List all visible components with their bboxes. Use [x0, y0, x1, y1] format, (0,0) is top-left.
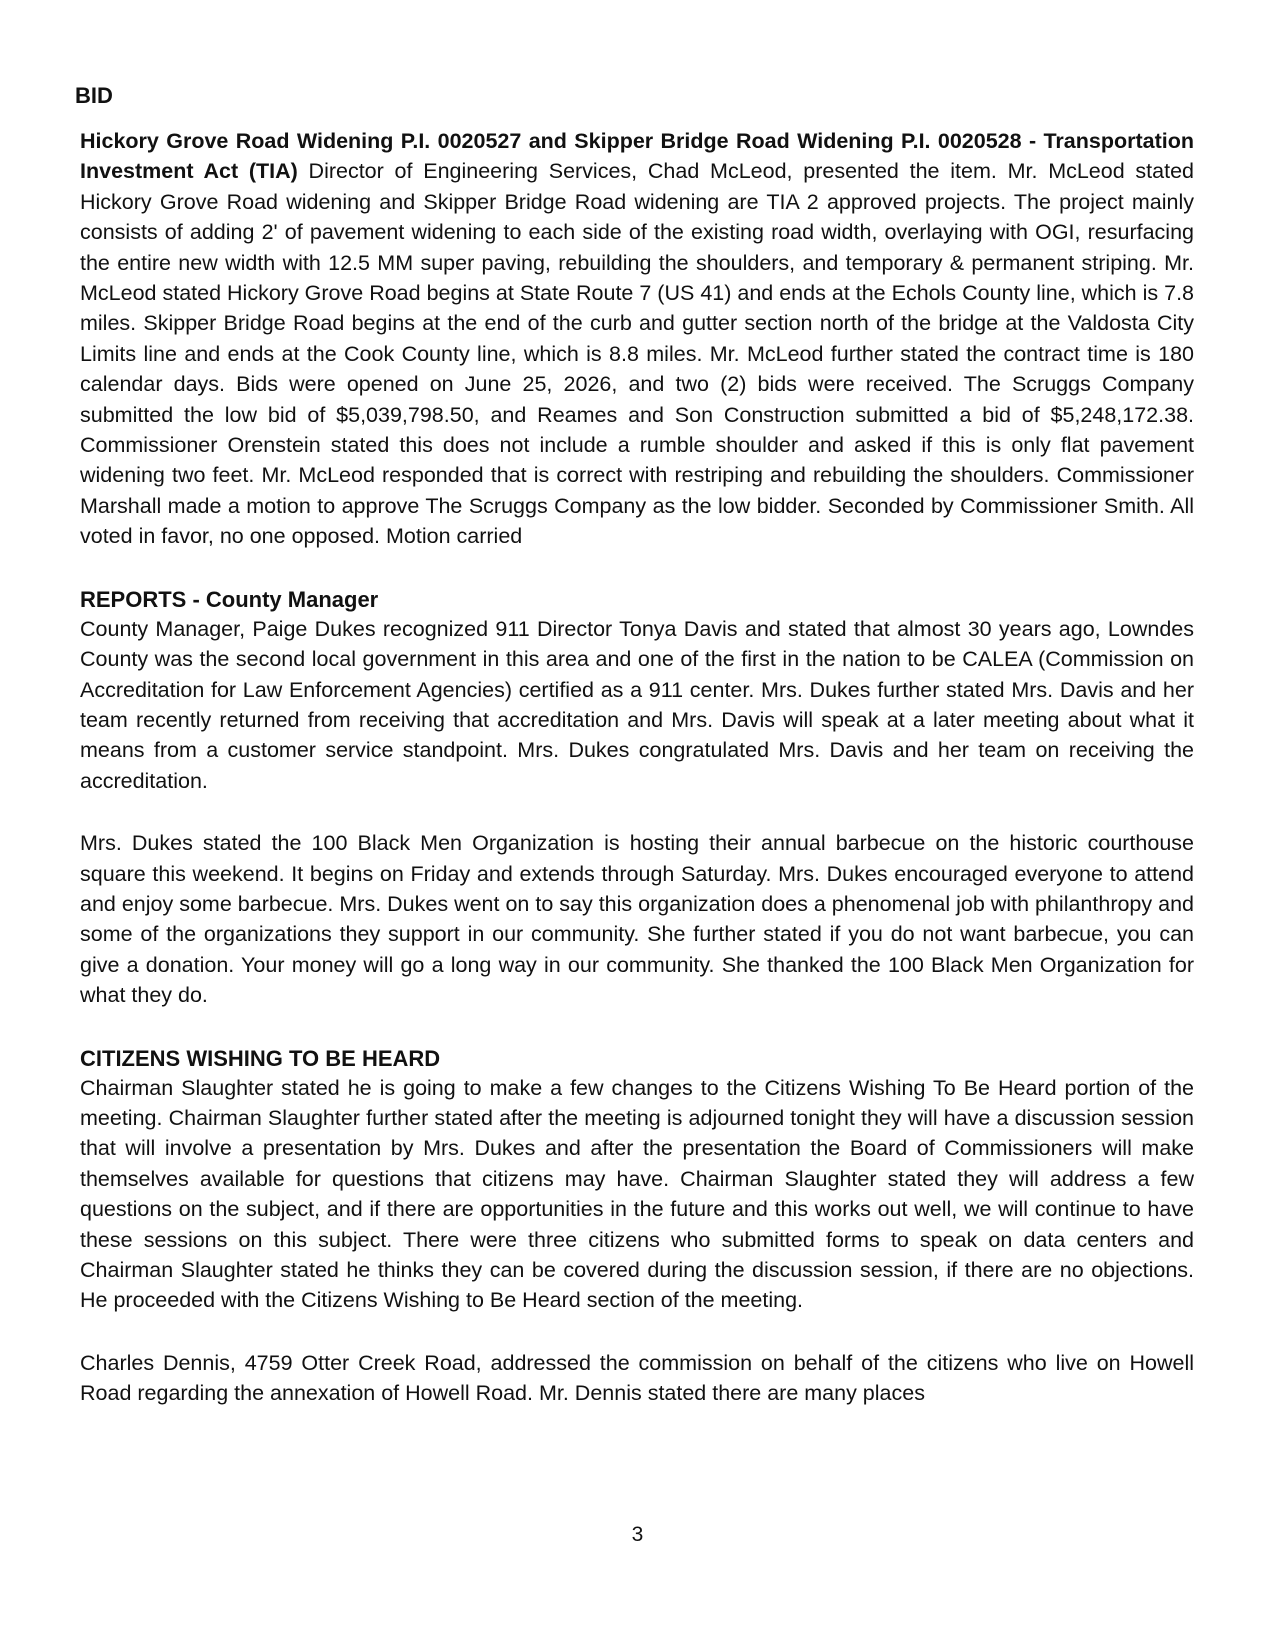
reports-heading: REPORTS - County Manager: [80, 586, 379, 612]
reports-paragraph-1: County Manager, Paige Dukes recognized 911 Director Tonya Davis and stated that almost 30 years ago, Lowndes County was the second local government in this area and one of the first in the nation to be CALEA (Commission on Accreditation for Law Enforcement Agencies) certified as a 911 center. Mrs. Dukes further stated Mrs. Davis and her team recently returned from receiving that accreditation and Mrs. Davis will speak at a later meeting about what it means from a customer service standpoint. Mrs. Dukes congratulated Mrs. Davis and her team on receiving the accreditation.: [80, 616, 1194, 793]
citizens-heading: CITIZENS WISHING TO BE HEARD: [80, 1045, 441, 1071]
bid-item-title: Hickory Grove Road Widening P.I. 0020527 and Skipper Bridge Road Widening P.I. 0020528 - Transportation Investment Act (TIA): [80, 129, 1194, 184]
paragraph-spacer: [80, 1316, 1194, 1348]
citizens-paragraph-1: Chairman Slaughter stated he is going to make a few changes to the Citizens Wishing To Be Heard portion of the meeting. Chairman Slaughter further stated after the meeting is adjourned tonight they will have a discussion session that will involve a presentation by Mrs. Dukes and after the presentation the Board of Commissioners will make themselves available for questions that citizens may have. Chairman Slaughter stated they will address a few questions on the subject, and if there are opportunities in the future and this works out well, we will continue to have these sessions on this subject. There were three citizens who submitted forms to speak on data centers and Chairman Slaughter stated he thinks they can be covered during the discussion session, if there are no objections. He proceeded with the Citizens Wishing to Be Heard section of the meeting.: [80, 1075, 1194, 1313]
bid-heading: BID: [75, 83, 113, 108]
section-spacer: [80, 1011, 1194, 1045]
page-number: 3: [631, 1523, 644, 1546]
citizens-paragraph-2: Charles Dennis, 4759 Otter Creek Road, addressed the commission on behalf of the citizens who live on Howell Road regarding the annexation of Howell Road. Mr. Dennis stated there are many places: [80, 1350, 1194, 1406]
reports-paragraph-2: Mrs. Dukes stated the 100 Black Men Organization is hosting their annual barbecue on the historic courthouse square this weekend. It begins on Friday and extends through Saturday. Mrs. Dukes encouraged everyone to attend and enjoy some barbecue. Mrs. Dukes went on to say this organization does a phenomenal job with philanthropy and some of the organizations they support in our community. She further stated if you do not want barbecue, you can give a donation. Your money will go a long way in our community. She thanked the 100 Black Men Organization for what they do.: [80, 831, 1194, 1008]
section-spacer: [80, 552, 1194, 586]
document-page: [75, 82, 1194, 1409]
bid-item-text: Director of Engineering Services, Chad McLeod, presented the item. Mr. McLeod stated Hickory Grove Road widening and Skipper Bridge Road widening are TIA 2 approved projects. The project mainly consists of adding 2' of pavement widening to each side of the existing road width, overlaying with OGI, resurfacing the entire new width with 12.5 MM super paving, rebuilding the shoulders, and temporary & permanent striping. Mr. McLeod stated Hickory Grove Road begins at State Route 7 (US 41) and ends at the Echols County line, which is 7.8 miles. Skipper Bridge Road begins at the end of the curb and gutter section north of the bridge at the Valdosta City Limits line and ends at the Cook County line, which is 8.8 miles. Mr. McLeod further stated the contract time is 180 calendar days. Bids were opened on June 25, 2026, and two (2) bids were received. The Scruggs Company submitted the low bid of $5,039,798.50, and Reames and Son Construction submitted a bid of $5,248,172.38. Commissioner Orenstein stated this does not include a rumble shoulder and asked if this is only flat pavement widening two feet. Mr. McLeod responded that is correct with restriping and rebuilding the shoulders. Commissioner Marshall made a motion to approve The Scruggs Company as the low bidder. Seconded by Commissioner Smith. All voted in favor, no one opposed. Motion carried: [80, 159, 1194, 549]
bid-item-paragraph: [80, 126, 1194, 552]
paragraph-spacer: [80, 796, 1194, 828]
